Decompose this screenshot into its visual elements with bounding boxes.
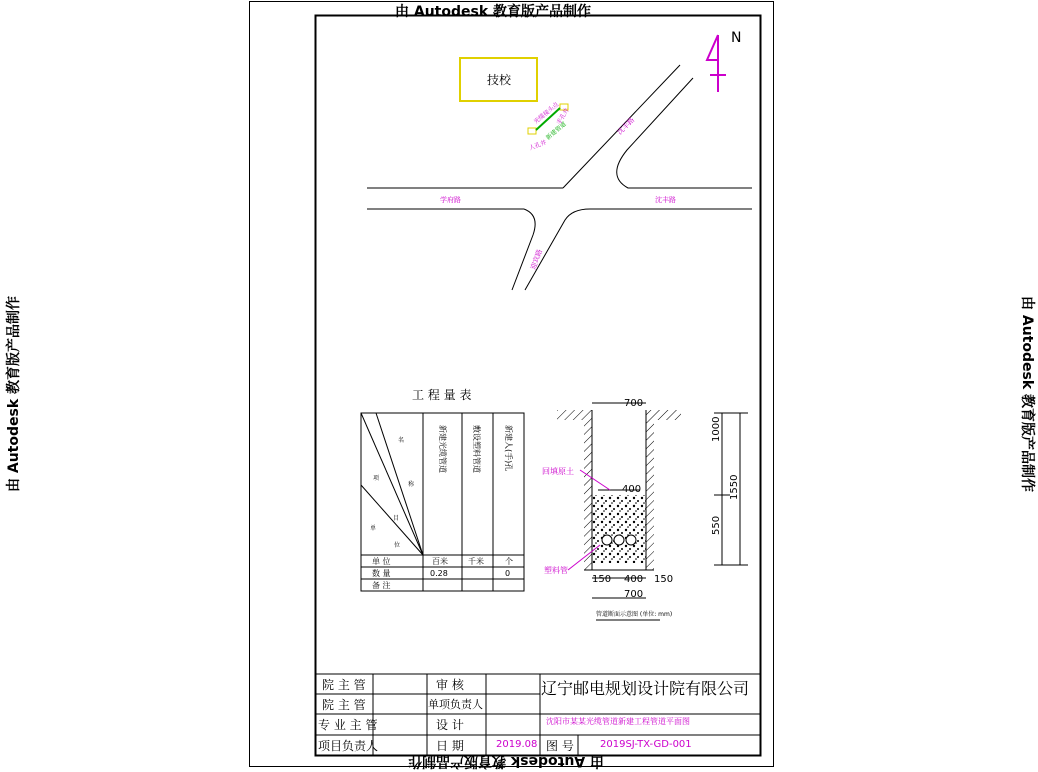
tb-drawing-no-label: 图 号 xyxy=(546,739,574,753)
unit-3: 个 xyxy=(505,557,513,566)
watermark-top: 由 Autodesk 教育版产品制作 xyxy=(395,4,592,20)
watermark-right: 由 Autodesk 教育版产品制作 xyxy=(1019,295,1036,493)
inner-frame xyxy=(316,16,761,756)
section-caption: 管道断面示意图 (单位: mm) xyxy=(596,611,673,618)
watermark-bottom: 由 Autodesk 教育版产品制作 xyxy=(408,753,605,769)
watermark-left: 由 Autodesk 教育版产品制作 xyxy=(6,295,23,493)
north-arrow-icon xyxy=(707,35,726,92)
label-pipe: 塑料管 xyxy=(544,566,568,575)
tb-role2-2: 单项负责人 xyxy=(428,698,483,711)
dim-width-top: 700 xyxy=(624,398,644,409)
north-label: N xyxy=(731,30,742,46)
diag-label-3: 项 xyxy=(373,475,380,482)
tb-date: 2019.08 xyxy=(496,739,538,750)
tb-role-1: 院 主 管 xyxy=(322,678,366,692)
markup-label-3: 人孔井 xyxy=(528,139,548,152)
street-label-2: 沈丰路 xyxy=(655,196,676,204)
dim-right: 150 xyxy=(654,574,674,585)
unit-label: 单 位 xyxy=(372,557,391,566)
street-label-3: 沈丰路 xyxy=(615,115,637,137)
building-label: 技校 xyxy=(487,73,512,87)
tb-role2-4: 日 期 xyxy=(436,739,464,753)
street-label-4: 迎宾路 xyxy=(529,248,545,271)
tb-role2-3: 设 计 xyxy=(436,718,464,732)
unit-2: 千米 xyxy=(468,557,484,566)
diag-label-5: 单 xyxy=(370,525,377,532)
tb-role-3: 专 业 主 管 xyxy=(318,718,378,732)
note-label: 备 注 xyxy=(372,581,391,590)
markup-label-4: 手孔井 xyxy=(555,106,571,126)
diag-label-1: 名 xyxy=(398,437,405,444)
markup-label-2: 新建管道 xyxy=(544,120,568,142)
markup-label-1: 光缆接头点 xyxy=(532,100,561,126)
dim-width-bottom-inner: 400 xyxy=(624,574,644,585)
qty-3: 0 xyxy=(505,569,511,578)
col-header-1: 新建光缆管道 xyxy=(438,425,447,473)
outer-frame xyxy=(250,2,774,767)
section-drawing xyxy=(542,398,748,620)
table-title: 工 程 量 表 xyxy=(412,388,472,402)
tb-role2-1: 审 核 xyxy=(436,678,464,692)
roads xyxy=(367,65,752,290)
site-markup xyxy=(528,99,571,151)
label-backfill: 回填原土 xyxy=(542,467,574,476)
tb-role-4: 项目负责人 xyxy=(318,739,379,753)
quantity-table xyxy=(361,388,524,591)
diag-label-6: 位 xyxy=(394,542,401,549)
street-label-1: 学府路 xyxy=(440,196,461,204)
dim-width-inner: 400 xyxy=(622,484,642,495)
dim-left: 150 xyxy=(592,574,612,585)
dim-width-bottom: 700 xyxy=(624,589,644,600)
tb-drawing-no: 2019SJ-TX-GD-001 xyxy=(600,739,692,750)
diag-label-2: 称 xyxy=(408,481,415,488)
qty-label: 数 量 xyxy=(372,569,391,578)
col-header-2: 敷设塑料管道 xyxy=(472,425,481,473)
qty-1: 0.28 xyxy=(430,569,448,578)
col-header-3: 新建人(手)孔 xyxy=(504,425,513,472)
dim-depth-total: 1550 xyxy=(729,474,740,500)
tb-role-2: 院 主 管 xyxy=(322,698,366,712)
diag-label-4: 目 xyxy=(393,515,400,522)
dim-depth-lower: 550 xyxy=(711,515,722,535)
project-title: 沈阳市某某光缆管道新建工程管道平面图 xyxy=(546,717,690,726)
street-labels xyxy=(440,115,676,270)
company-name: 辽宁邮电规划设计院有限公司 xyxy=(541,679,750,698)
unit-1: 百米 xyxy=(432,557,448,566)
dim-depth-upper: 1000 xyxy=(711,416,722,442)
